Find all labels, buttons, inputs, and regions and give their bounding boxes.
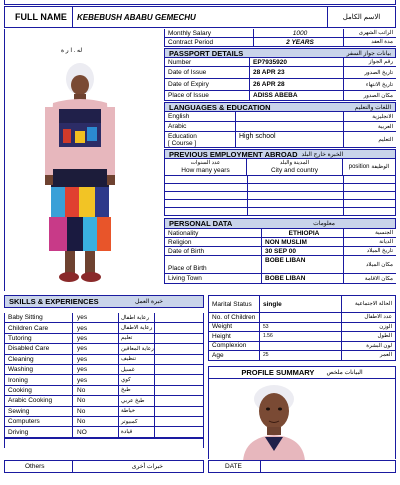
full-name-label: FULL NAME <box>5 7 73 27</box>
profile-title: PROFILE SUMMARY <box>241 368 315 377</box>
photo-panel <box>4 29 164 291</box>
skill-ar: كمبيوتر <box>119 417 155 426</box>
education-label: Education [ Course ] <box>164 132 236 147</box>
languages-rows <box>164 112 396 148</box>
pob-value: BOBE LIBAN <box>262 256 344 273</box>
height-value: 1.56 <box>260 332 342 341</box>
passport-issue-ar: تاريخ الصدور <box>364 69 393 76</box>
english-label: English <box>164 112 236 121</box>
children-value <box>260 313 342 322</box>
skill-extra <box>155 375 203 384</box>
salary-label: Monthly Salary <box>164 29 254 37</box>
top-strip <box>4 0 396 5</box>
skill-label: Arabic Cooking <box>5 396 73 405</box>
nationality-ar: الجنسية <box>375 230 393 236</box>
passport-expiry-label: Date of Expiry <box>164 79 250 90</box>
passport-place-label: Place of Issue <box>164 91 250 100</box>
skill-value: yes <box>73 344 119 353</box>
skills-divider <box>5 438 203 439</box>
skill-value: yes <box>73 313 119 322</box>
living-town-label: Living Town <box>164 274 262 283</box>
skill-value: No <box>73 386 119 395</box>
profile-header <box>208 366 396 379</box>
skill-extra <box>155 365 203 374</box>
date-label: DATE <box>209 461 261 472</box>
living-town-value: BOBE LIBAN <box>262 274 344 283</box>
employment-title-ar: الخبرة خارج البلد <box>301 151 344 158</box>
passport-title: PASSPORT DETAILS <box>169 48 244 58</box>
skill-ar: طبخ عربي <box>119 396 155 405</box>
others-ar: خبرات أخرى <box>131 464 163 470</box>
age-row <box>208 351 396 361</box>
profile-title-ar: البيانات ملخص <box>326 370 363 376</box>
complexion-value <box>260 342 342 351</box>
profile-photo-panel <box>208 379 396 459</box>
contract-period-row <box>164 38 396 47</box>
children-row <box>208 313 396 323</box>
passport-place-ar: مكان الصدور <box>363 92 393 99</box>
skill-label: Baby Sitting <box>5 313 73 322</box>
passport-issue-row <box>164 67 396 79</box>
languages-header <box>164 102 396 112</box>
personal-rows <box>164 229 396 284</box>
passport-place-row <box>164 91 396 101</box>
skill-ar: رعاية اطفال <box>119 313 155 322</box>
skill-row <box>5 355 203 365</box>
skill-extra <box>155 417 203 426</box>
skill-ar: رعاية المعاقين <box>121 345 154 352</box>
skill-extra <box>155 344 203 353</box>
photo-caption: له . ا ر ة <box>61 48 83 54</box>
skill-row <box>5 323 203 333</box>
passport-issue-label: Date of Issue <box>164 67 250 78</box>
contract-period-label: Contract Period <box>164 38 254 46</box>
contract-section <box>164 29 396 47</box>
skill-label: Ironing <box>5 375 73 384</box>
employment-row <box>165 208 395 216</box>
date-value[interactable] <box>261 461 395 472</box>
salary-value: 1000 <box>254 29 344 37</box>
skill-value: No <box>73 407 119 416</box>
nationality-label: Nationality <box>164 229 262 237</box>
children-label: No. of Children <box>208 313 260 322</box>
skill-extra <box>155 427 203 436</box>
weight-ar: الوزن <box>342 323 396 332</box>
salary-row <box>164 29 396 38</box>
col-position <box>343 159 395 175</box>
full-body-photo <box>25 59 135 291</box>
employment-title: PREVIOUS EMPLOYMENT ABROAD <box>169 149 298 159</box>
skill-label: Washing <box>5 365 73 374</box>
skill-row <box>5 386 203 396</box>
employment-row <box>165 176 395 184</box>
complexion-row <box>208 342 396 352</box>
religion-ar: الديانة <box>379 239 393 245</box>
skill-value: yes <box>73 355 119 364</box>
skill-row <box>5 417 203 427</box>
skill-ar: رعاية الاطفال <box>119 323 155 332</box>
col-years <box>165 159 247 175</box>
children-ar: عدد الاطفال <box>342 313 396 322</box>
col-city <box>247 159 343 175</box>
employment-table <box>164 159 396 216</box>
living-town-row <box>164 274 396 284</box>
skill-extra <box>155 407 203 416</box>
skill-extra <box>155 396 203 405</box>
passport-expiry-value: 26 APR 28 <box>250 79 344 90</box>
skill-extra <box>155 386 203 395</box>
col-years-ar: عدد السنوات <box>190 160 221 166</box>
contract-period-ar: مدة العقد <box>371 39 393 45</box>
height-ar: الطول <box>342 332 396 341</box>
skill-extra <box>155 334 203 343</box>
age-value: 25 <box>260 351 342 360</box>
religion-value: NON MUSLIM <box>262 238 344 246</box>
skill-value: yes <box>73 365 119 374</box>
skill-row <box>5 334 203 344</box>
weight-label: Weight <box>208 323 260 332</box>
arabic-value <box>236 122 344 131</box>
arabic-ar: العربية <box>377 123 393 130</box>
skill-row <box>5 396 203 406</box>
arabic-label: Arabic <box>164 122 236 131</box>
education-value: High school <box>236 132 344 147</box>
col-position-ar: الوظيفة <box>371 164 390 170</box>
age-label: Age <box>208 351 260 360</box>
skill-label: Driving <box>5 427 73 436</box>
marital-status-ar: الحالة الاجتماعية <box>342 296 396 312</box>
skills-header <box>4 295 204 308</box>
col-divider <box>343 176 344 216</box>
skill-label: Cleaning <box>5 355 73 364</box>
skill-ar: تنظيف <box>119 355 155 364</box>
dob-label: Date of Birth <box>164 247 262 255</box>
complexion-label: Complexion <box>208 342 260 351</box>
employment-header <box>164 149 396 159</box>
skill-value: No <box>73 417 119 426</box>
col-years-en: How many years <box>181 167 230 174</box>
english-row <box>164 112 396 122</box>
skill-label: Tutoring <box>5 334 73 343</box>
skill-ar: كوي <box>119 375 155 384</box>
employment-row <box>165 192 395 200</box>
skills-title-ar: خبرة العمل <box>134 299 163 305</box>
living-town-ar: مكان الاقامة <box>364 275 393 282</box>
nationality-row <box>164 229 396 238</box>
skill-row <box>5 365 203 375</box>
religion-row <box>164 238 396 247</box>
skill-label: Cooking <box>5 386 73 395</box>
skill-value: yes <box>73 375 119 384</box>
skill-row <box>5 407 203 417</box>
contract-period-value: 2 YEARS <box>254 38 344 46</box>
col-city-ar: المدينة والبلد <box>279 160 310 166</box>
skill-label: Sewing <box>5 407 73 416</box>
col-city-en: City and country <box>271 167 318 174</box>
passport-title-ar: بيانات جواز السفر <box>346 50 391 57</box>
passport-number-ar: رقم الجواز <box>368 59 393 65</box>
skill-ar: غسيل <box>119 365 155 374</box>
religion-label: Religion <box>164 238 262 246</box>
dob-value: 30 SEP 00 <box>262 247 344 255</box>
skill-ar: قيادة <box>119 427 155 436</box>
skill-label: Children Care <box>5 323 73 332</box>
passport-expiry-row <box>164 79 396 91</box>
skill-value: yes <box>73 334 119 343</box>
nationality-value: ETHIOPIA <box>262 229 344 237</box>
skill-row <box>5 344 203 354</box>
arabic-row <box>164 122 396 132</box>
pob-ar: مكان الميلاد <box>365 261 393 268</box>
col-position-en: position <box>348 164 370 170</box>
personal-title: PERSONAL DATA <box>169 219 233 228</box>
skill-row <box>5 427 203 437</box>
education-row <box>164 132 396 148</box>
languages-title: LANGUAGES & EDUCATION <box>169 102 271 112</box>
skills-table <box>4 313 204 448</box>
skill-ar: خياطة <box>119 407 155 416</box>
skills-title: SKILLS & EXPERIENCES <box>9 297 99 306</box>
weight-value: 53 <box>260 323 342 332</box>
education-ar: التعليم <box>378 136 393 143</box>
marital-table <box>208 295 396 365</box>
skill-label: Disabled Care <box>5 344 73 353</box>
others-row <box>4 460 204 473</box>
passport-issue-value: 28 APR 23 <box>250 67 344 78</box>
english-value <box>236 112 344 121</box>
date-row <box>208 460 396 473</box>
english-ar: الانجليزية <box>372 113 393 120</box>
pob-label: Place of Birth <box>164 256 262 273</box>
passport-number-value: EP7935920 <box>250 58 344 66</box>
languages-title-ar: اللغات والتعليم <box>354 104 391 111</box>
height-row <box>208 332 396 342</box>
complexion-ar: لون البشرة <box>342 342 396 351</box>
passport-expiry-ar: تاريخ الانتهاء <box>365 81 393 88</box>
skill-row <box>5 375 203 385</box>
portrait-photo <box>239 381 309 461</box>
personal-title-ar: معلومات <box>313 221 335 227</box>
age-ar: العمر <box>342 351 396 360</box>
dob-row <box>164 247 396 256</box>
passport-number-label: Number <box>164 58 250 66</box>
skill-extra <box>155 313 203 322</box>
marital-status-row <box>208 295 396 313</box>
employment-row <box>165 184 395 192</box>
skill-label: Computers <box>5 417 73 426</box>
skill-ar: طبخ <box>119 386 155 395</box>
others-label: Others <box>5 461 73 472</box>
skill-extra <box>155 355 203 364</box>
salary-ar: الراتب الشهرى <box>358 30 393 36</box>
height-label: Height <box>208 332 260 341</box>
marital-status-value: single <box>260 296 342 312</box>
passport-rows <box>164 58 396 102</box>
weight-row <box>208 323 396 333</box>
skill-row <box>5 313 203 323</box>
marital-status-label: Marital Status <box>208 296 260 312</box>
passport-place-value: ADISS ABEBA <box>250 91 344 100</box>
passport-number-row <box>164 58 396 67</box>
full-name-ar: الاسم الكامل <box>327 7 395 27</box>
dob-ar: تاريخ الميلاد <box>366 248 393 254</box>
skill-value: yes <box>73 323 119 332</box>
employment-row <box>165 200 395 208</box>
skill-value: NO <box>73 427 119 436</box>
skill-extra <box>155 323 203 332</box>
skill-ar: تعليم <box>119 334 155 343</box>
employment-col-headers <box>165 159 395 176</box>
personal-header <box>164 218 396 229</box>
pob-row <box>164 256 396 274</box>
full-name-bar <box>4 6 396 28</box>
col-divider <box>247 176 248 216</box>
skill-value: No <box>73 396 119 405</box>
full-name-value: KEBEBUSH ABABU GEMECHU <box>77 12 196 22</box>
passport-header <box>164 48 396 58</box>
